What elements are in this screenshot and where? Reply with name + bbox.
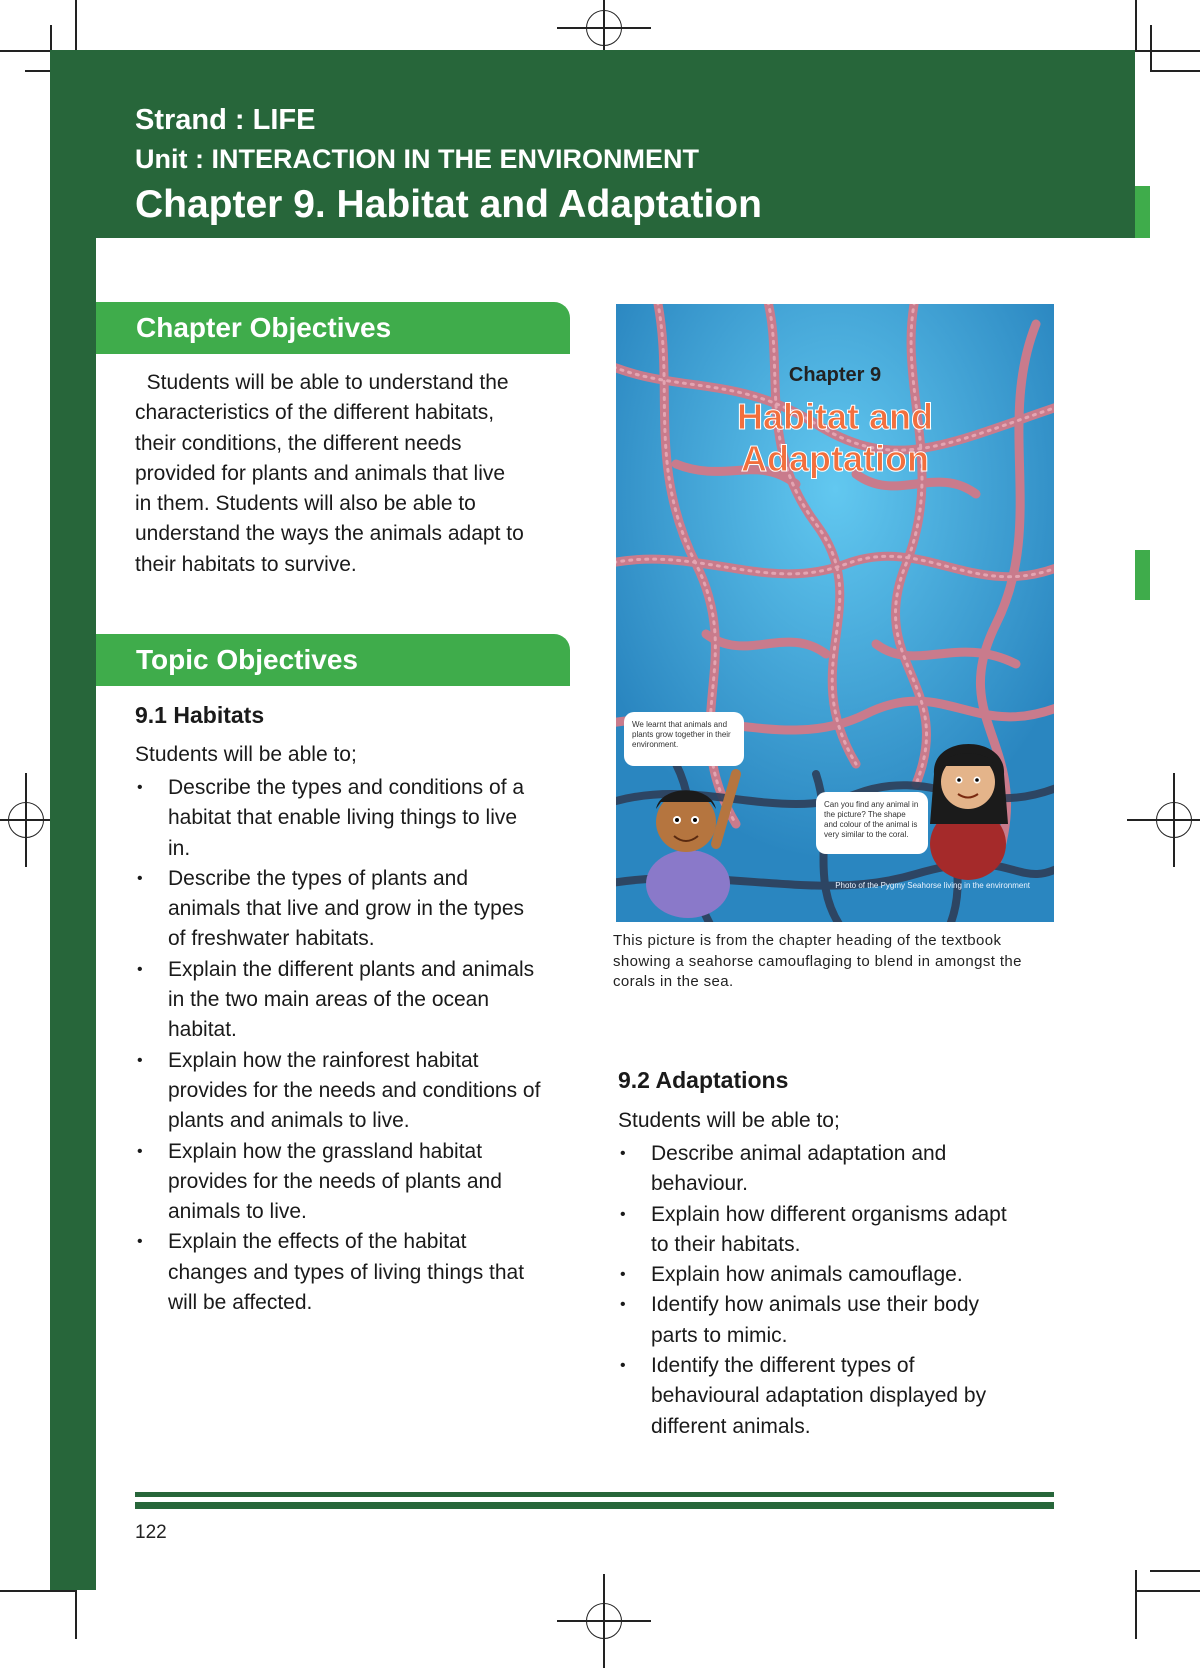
crop-mark (1150, 25, 1152, 70)
girl-character-icon (930, 744, 1008, 880)
caption-line: showing a seahorse camouflaging to blend in amongst the (613, 952, 1022, 970)
list-item-line: in. (168, 836, 191, 860)
chapter-objectives-line: understand the ways the animals adapt to (135, 522, 524, 546)
adaptations-intro: Students will be able to; (618, 1109, 840, 1132)
cover-photo-credit: Photo of the Pygmy Seahorse living in the environment (835, 881, 1030, 890)
registration-mark-icon (8, 802, 44, 838)
strand-title: Strand : LIFE (135, 104, 316, 136)
bullet-icon: • (620, 1205, 626, 1223)
chapter-objectives-line: provided for plants and animals that live (135, 461, 506, 485)
list-item-line: plants and animals to live. (168, 1109, 410, 1133)
topic-objectives-heading: Topic Objectives (96, 634, 570, 686)
list-item (135, 864, 585, 955)
unit-title: Unit : INTERACTION IN THE ENVIRONMENT (135, 144, 699, 174)
edge-tab (1135, 186, 1150, 238)
list-item (135, 1046, 585, 1137)
page-number: 122 (135, 1522, 167, 1543)
registration-mark-icon (586, 10, 622, 46)
list-item-line: different animals. (651, 1414, 811, 1438)
list-item (135, 1137, 585, 1228)
list-item (135, 1227, 585, 1318)
habitats-intro: Students will be able to; (135, 743, 357, 766)
list-item-line: will be affected. (168, 1291, 313, 1315)
list-item-line: in the two main areas of the ocean (168, 988, 490, 1012)
list-item-line: animals that live and grow in the types (168, 897, 525, 921)
list-item-line: to their habitats. (651, 1232, 801, 1256)
list-item (618, 1260, 1068, 1290)
left-band (50, 50, 96, 1590)
bullet-icon: • (137, 869, 143, 887)
cover-title-line1: Habitat and (736, 396, 933, 437)
adaptations-objectives-list (618, 1139, 1068, 1442)
chapter-objectives-line: their habitats to survive. (135, 552, 357, 576)
adaptations-subheading: 9.2 Adaptations (618, 1067, 789, 1093)
list-item-line: provides for the needs of plants and (168, 1169, 502, 1193)
list-item-line: Identify how animals use their body (651, 1293, 980, 1317)
list-item-line: Explain how the grassland habitat (168, 1139, 483, 1163)
list-item-line: parts to mimic. (651, 1323, 788, 1347)
list-item (135, 955, 585, 1046)
footer-rule (135, 1502, 1054, 1509)
registration-mark-icon (586, 1603, 622, 1639)
chapter-objectives-text (135, 368, 575, 580)
crop-mark (1135, 1570, 1137, 1639)
list-item-line: Explain the different plants and animals (168, 957, 535, 981)
list-item-line: animals to live. (168, 1200, 307, 1224)
list-item (135, 773, 585, 864)
bullet-icon: • (137, 1051, 143, 1069)
list-item-line: Explain the effects of the habitat (168, 1230, 467, 1254)
speech-bubble-left: We learnt that animals and plants grow together in their environment. (624, 712, 744, 766)
chapter-objectives-line: Students will be able to understand the (135, 371, 509, 394)
list-item-line: Explain how animals camouflage. (651, 1263, 963, 1287)
habitats-subheading: 9.1 Habitats (135, 702, 265, 728)
list-item-line: provides for the needs and conditions of (168, 1078, 541, 1102)
list-item (618, 1200, 1068, 1261)
crop-mark (75, 0, 77, 50)
list-item-line: changes and types of living things that (168, 1260, 525, 1284)
habitats-objectives-list (135, 773, 585, 1318)
speech-bubble-right: Can you find any animal in the picture? The shape and colour of the animal is very similar to the coral. (816, 792, 928, 854)
list-item-line: behavioural adaptation displayed by (651, 1384, 987, 1408)
list-item-line: habitat. (168, 1018, 237, 1042)
crop-mark (0, 1590, 76, 1592)
crop-mark (1135, 0, 1137, 50)
bullet-icon: • (137, 1142, 143, 1160)
bullet-icon: • (137, 960, 143, 978)
bullet-icon: • (620, 1266, 626, 1284)
bullet-icon: • (620, 1145, 626, 1162)
list-item (618, 1290, 1068, 1351)
caption-line: corals in the sea. (613, 973, 734, 990)
chapter-title: Chapter 9. Habitat and Adaptation (135, 183, 762, 226)
crop-mark (1150, 1570, 1200, 1572)
list-item-line: of freshwater habitats. (168, 927, 375, 951)
image-caption (613, 931, 1058, 993)
list-item (618, 1139, 1068, 1200)
list-item-line: Describe the types and conditions of a (168, 776, 525, 799)
list-item-line: behaviour. (651, 1172, 748, 1196)
edge-tab (1135, 550, 1150, 600)
chapter-objectives-line: in them. Students will also be able to (135, 492, 476, 516)
bullet-icon: • (620, 1357, 626, 1375)
chapter-objectives-heading: Chapter Objectives (96, 302, 570, 354)
list-item-line: Identify the different types of (651, 1354, 915, 1378)
list-item-line: habitat that enable living things to live (168, 806, 518, 830)
chapter-cover-image (616, 304, 1054, 922)
registration-mark-icon (1156, 802, 1192, 838)
bullet-icon: • (137, 779, 143, 796)
chapter-objectives-line: characteristics of the different habitats, (135, 401, 495, 425)
crop-mark (1135, 1590, 1200, 1592)
crop-mark (1135, 50, 1200, 52)
bullet-icon: • (620, 1296, 626, 1314)
chapter-objectives-line: their conditions, the different needs (135, 431, 462, 455)
crop-mark (75, 1590, 77, 1639)
footer-rule (135, 1492, 1054, 1497)
bullet-icon: • (137, 1233, 143, 1251)
list-item (618, 1351, 1068, 1442)
cover-chapter-label: Chapter 9 (788, 364, 882, 386)
list-item-line: Explain how the rainforest habitat (168, 1048, 479, 1072)
crop-mark (1150, 70, 1200, 72)
caption-line: This picture is from the chapter heading of the textbook (613, 932, 1002, 949)
cover-title-line2: Adaptation (741, 438, 929, 479)
list-item-line: Describe the types of plants and (168, 866, 469, 890)
list-item-line: Explain how different organisms adapt (651, 1202, 1007, 1226)
list-item-line: Describe animal adaptation and (651, 1142, 947, 1165)
